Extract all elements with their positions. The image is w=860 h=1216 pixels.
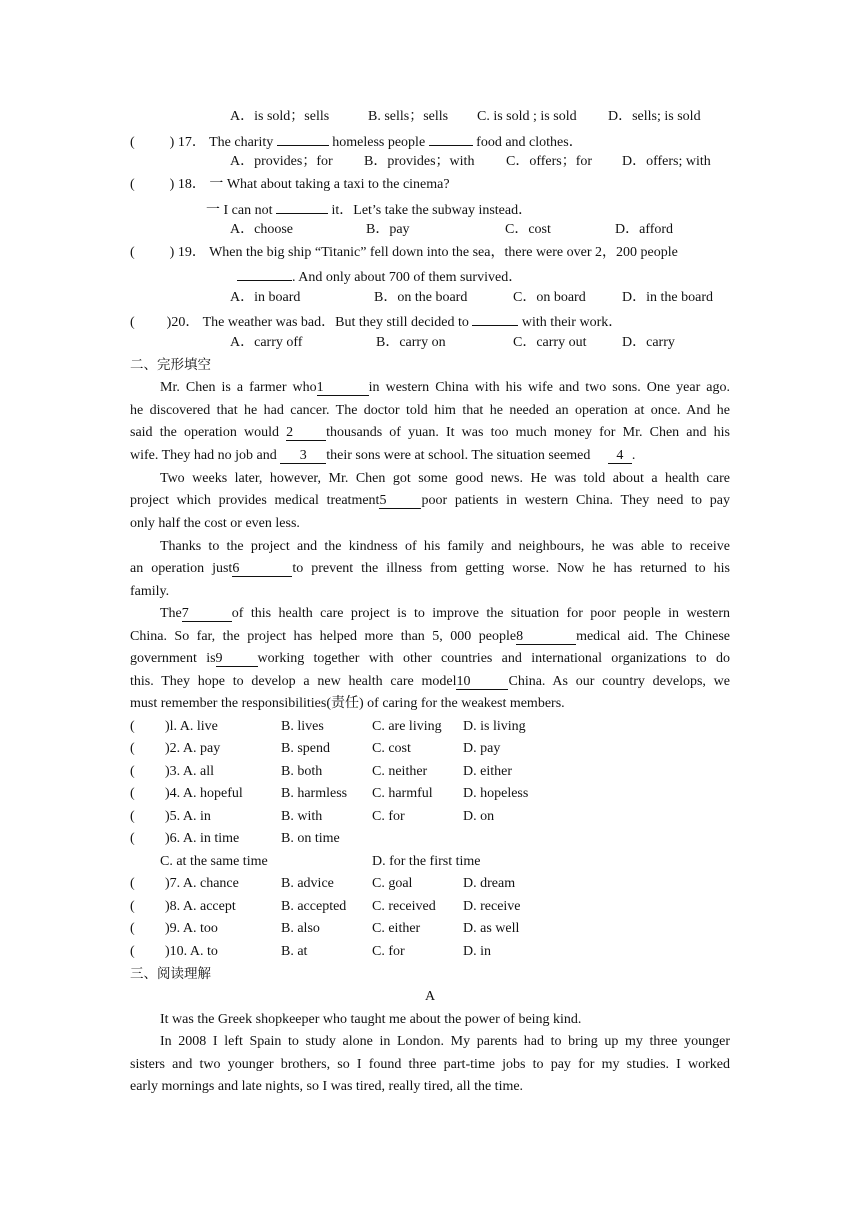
passage-line: early mornings and late nights, so I was tired, really tired, all the time. bbox=[130, 1079, 524, 1094]
question-19 bbox=[130, 243, 678, 263]
answer-blank[interactable] bbox=[277, 130, 329, 146]
question-17 bbox=[130, 130, 583, 153]
cloze-text: in western China with his wife and two sons. One year ago. bbox=[368, 380, 731, 395]
q20-option-c: C．carry out bbox=[513, 335, 587, 350]
cloze-text: thousands of yuan. It was too much money for Mr. Chen and his bbox=[326, 425, 731, 440]
passage-line: It was the Greek shopkeeper who taught me about the power of being kind. bbox=[160, 1012, 582, 1027]
cloze-blank-4[interactable]: 4 bbox=[608, 448, 632, 464]
option-c: C. are living bbox=[372, 719, 442, 734]
section-heading-cloze: 二、完形填空 bbox=[130, 357, 211, 373]
q18-option-b: B．pay bbox=[366, 222, 410, 237]
answer-paren-close: ) bbox=[169, 177, 175, 192]
question-18-line2 bbox=[206, 198, 532, 221]
option-d: D. dream bbox=[463, 876, 516, 891]
option-d: D. pay bbox=[463, 741, 501, 756]
cloze-blank-9[interactable]: 9 bbox=[216, 651, 258, 667]
question-text: The charity bbox=[209, 135, 274, 150]
cloze-line bbox=[160, 604, 730, 624]
answer-paren[interactable]: ( bbox=[130, 786, 135, 801]
cloze-blank-1[interactable]: 1 bbox=[317, 380, 369, 396]
answer-paren[interactable]: ( bbox=[130, 876, 135, 891]
answer-paren[interactable]: ( bbox=[130, 944, 135, 959]
question-19-line2 bbox=[237, 265, 522, 288]
cloze-line: must remember the responsibilities(责任) of caring for the weakest members. bbox=[130, 696, 565, 711]
question-number: 17． bbox=[177, 135, 206, 150]
q19-option-d: D．in the board bbox=[622, 290, 713, 305]
option-b: B. harmless bbox=[281, 786, 348, 801]
q17-option-b: B．provides；with bbox=[364, 154, 475, 169]
passage-label: A bbox=[424, 989, 436, 1004]
answer-paren-open: ( bbox=[130, 315, 135, 330]
q18-option-c: C．cost bbox=[505, 222, 551, 237]
question-text: . And only about 700 of them survived． bbox=[292, 270, 523, 285]
section-heading-reading: 三、阅读理解 bbox=[130, 966, 211, 982]
answer-blank[interactable] bbox=[429, 130, 473, 146]
cloze-blank-10[interactable]: 10 bbox=[456, 674, 508, 690]
cloze-line bbox=[130, 649, 730, 669]
q16-option-a: A．is sold；sells bbox=[230, 109, 330, 124]
option-c: C. either bbox=[372, 921, 421, 936]
answer-paren-close: )20． bbox=[166, 315, 200, 330]
option-a: )2. A. pay bbox=[165, 741, 221, 756]
answer-paren-close: ) bbox=[169, 245, 175, 260]
cloze-text: . bbox=[631, 448, 636, 463]
answer-paren-open: ( bbox=[130, 135, 135, 150]
q20-option-d: D．carry bbox=[622, 335, 675, 350]
question-text: with their work． bbox=[521, 315, 623, 330]
option-b: B. spend bbox=[281, 741, 330, 756]
cloze-line bbox=[130, 423, 730, 443]
option-a: )7. A. chance bbox=[165, 876, 239, 891]
option-c: C. for bbox=[372, 809, 405, 824]
option-c: C. neither bbox=[372, 764, 428, 779]
cloze-line bbox=[130, 446, 635, 466]
q20-option-b: B．carry on bbox=[376, 335, 446, 350]
question-18 bbox=[130, 175, 450, 195]
question-text: it．Let’s take the subway instead． bbox=[331, 203, 533, 218]
option-c: C. cost bbox=[372, 741, 411, 756]
option-a: )6. A. in time bbox=[165, 831, 240, 846]
question-text: food and clothes． bbox=[476, 135, 583, 150]
option-d: D. hopeless bbox=[463, 786, 529, 801]
option-b: B. accepted bbox=[281, 899, 347, 914]
answer-blank[interactable] bbox=[472, 310, 518, 326]
option-a: )8. A. accept bbox=[165, 899, 236, 914]
option-a: )10. A. to bbox=[165, 944, 218, 959]
option-a: )3. A. all bbox=[165, 764, 214, 779]
cloze-text: said the operation would bbox=[130, 425, 279, 440]
option-b: B. lives bbox=[281, 719, 324, 734]
cloze-line: family. bbox=[130, 584, 170, 599]
cloze-blank-7[interactable]: 7 bbox=[182, 606, 232, 622]
question-text: I can not bbox=[223, 203, 273, 218]
cloze-blank-6[interactable]: 6 bbox=[232, 561, 292, 577]
option-a: )4. A. hopeful bbox=[165, 786, 243, 801]
answer-paren[interactable]: ( bbox=[130, 831, 135, 846]
q17-option-d: D．offers; with bbox=[622, 154, 711, 169]
cloze-blank-8[interactable]: 8 bbox=[516, 629, 576, 645]
option-b: B. at bbox=[281, 944, 308, 959]
option-d: D. receive bbox=[463, 899, 521, 914]
option-a: )l. A. live bbox=[165, 719, 218, 734]
q19-option-c: C．on board bbox=[513, 290, 586, 305]
cloze-blank-3[interactable]: 3 bbox=[280, 448, 326, 464]
cloze-text: working together with other countries and international organizations to do bbox=[257, 651, 730, 666]
q17-option-a: A．provides；for bbox=[230, 154, 333, 169]
answer-paren-close: ) bbox=[169, 135, 175, 150]
cloze-text: government is bbox=[130, 651, 216, 666]
passage-line: In 2008 I left Spain to study alone in London. My parents had to bring up my three younger bbox=[160, 1034, 730, 1049]
dialog-dash: 一 bbox=[209, 177, 224, 192]
cloze-line: only half the cost or even less. bbox=[130, 516, 300, 531]
cloze-blank-2[interactable]: 2 bbox=[286, 425, 326, 441]
option-d: D. for the first time bbox=[372, 854, 481, 869]
question-text: What about taking a taxi to the cinema? bbox=[226, 177, 450, 192]
answer-paren-open: ( bbox=[130, 177, 135, 192]
option-b: B. both bbox=[281, 764, 323, 779]
cloze-text: of this health care project is to improve the situation for poor people in western bbox=[231, 606, 730, 621]
passage-line: sisters and two younger brothers, so I found three part-time jobs to pay for my studies. I worked bbox=[130, 1057, 730, 1072]
cloze-text: an operation just bbox=[130, 561, 233, 576]
answer-paren[interactable]: ( bbox=[130, 899, 135, 914]
cloze-line bbox=[130, 559, 730, 579]
cloze-text: China. So far, the project has helped more than 5, 000 people bbox=[130, 629, 517, 644]
cloze-line: he discovered that he had cancer. The doctor told him that he needed an operation at once. And he bbox=[130, 403, 730, 418]
question-number: 19． bbox=[177, 245, 206, 260]
question-text: The weather was bad．But they still decided to bbox=[202, 315, 469, 330]
question-text: When the big ship “Titanic” fell down into the sea，there were over 2，200 people bbox=[209, 245, 678, 260]
answer-paren[interactable]: ( bbox=[130, 809, 135, 824]
answer-paren-open: ( bbox=[130, 245, 135, 260]
option-a: )9. A. too bbox=[165, 921, 218, 936]
option-d: D. in bbox=[463, 944, 491, 959]
option-b: B. with bbox=[281, 809, 323, 824]
cloze-line: Thanks to the project and the kindness of his family and neighbours, he was able to receive bbox=[160, 539, 730, 554]
question-text: homeless people bbox=[332, 135, 426, 150]
cloze-text: their sons were at school. The situation seemed bbox=[326, 448, 591, 463]
option-d: D. either bbox=[463, 764, 512, 779]
q16-option-b: B. sells；sells bbox=[368, 109, 449, 124]
option-c: C. for bbox=[372, 944, 405, 959]
cloze-text: poor patients in western China. They need to pay bbox=[421, 493, 730, 508]
q16-option-d: D．sells; is sold bbox=[608, 109, 701, 124]
cloze-text: this. They hope to develop a new health care model bbox=[130, 674, 457, 689]
cloze-line: Two weeks later, however, Mr. Chen got some good news. He was told about a health care bbox=[160, 471, 730, 486]
cloze-text: medical aid. The Chinese bbox=[576, 629, 731, 644]
cloze-line bbox=[130, 627, 730, 647]
cloze-text: Mr. Chen is a farmer who bbox=[160, 380, 317, 395]
answer-paren[interactable]: ( bbox=[130, 921, 135, 936]
option-c: C. harmful bbox=[372, 786, 433, 801]
answer-paren[interactable]: ( bbox=[130, 719, 135, 734]
question-20 bbox=[130, 310, 622, 333]
option-d: D. as well bbox=[463, 921, 520, 936]
cloze-text: wife. They had no job and bbox=[130, 448, 277, 463]
q19-option-b: B．on the board bbox=[374, 290, 468, 305]
q18-option-a: A．choose bbox=[230, 222, 293, 237]
option-c: C. goal bbox=[372, 876, 413, 891]
option-a: )5. A. in bbox=[165, 809, 211, 824]
option-b: B. advice bbox=[281, 876, 334, 891]
cloze-text: to prevent the illness from getting worse. Now he has returned to his bbox=[292, 561, 731, 576]
cloze-text: China. As our country develops, we bbox=[508, 674, 730, 689]
answer-paren[interactable]: ( bbox=[130, 764, 135, 779]
answer-blank[interactable] bbox=[276, 198, 328, 214]
q19-option-a: A．in board bbox=[230, 290, 301, 305]
q17-option-c: C．offers；for bbox=[506, 154, 593, 169]
cloze-line bbox=[130, 491, 730, 511]
question-number: 18． bbox=[177, 177, 206, 192]
cloze-text: project which provides medical treatment bbox=[130, 493, 380, 508]
q20-option-a: A．carry off bbox=[230, 335, 303, 350]
answer-blank[interactable] bbox=[237, 265, 292, 281]
q18-option-d: D．afford bbox=[615, 222, 674, 237]
cloze-line bbox=[130, 672, 730, 692]
q16-option-c: C. is sold ; is sold bbox=[477, 109, 577, 124]
option-d: D. on bbox=[463, 809, 495, 824]
cloze-blank-5[interactable]: 5 bbox=[379, 493, 421, 509]
option-d: D. is living bbox=[463, 719, 526, 734]
option-b: B. on time bbox=[281, 831, 340, 846]
answer-paren[interactable]: ( bbox=[130, 741, 135, 756]
dialog-dash: 一 bbox=[206, 203, 220, 218]
cloze-line bbox=[160, 378, 730, 398]
option-b: B. also bbox=[281, 921, 320, 936]
cloze-text: The bbox=[160, 606, 182, 621]
option-c: C. at the same time bbox=[160, 854, 268, 869]
option-c: C. received bbox=[372, 899, 436, 914]
